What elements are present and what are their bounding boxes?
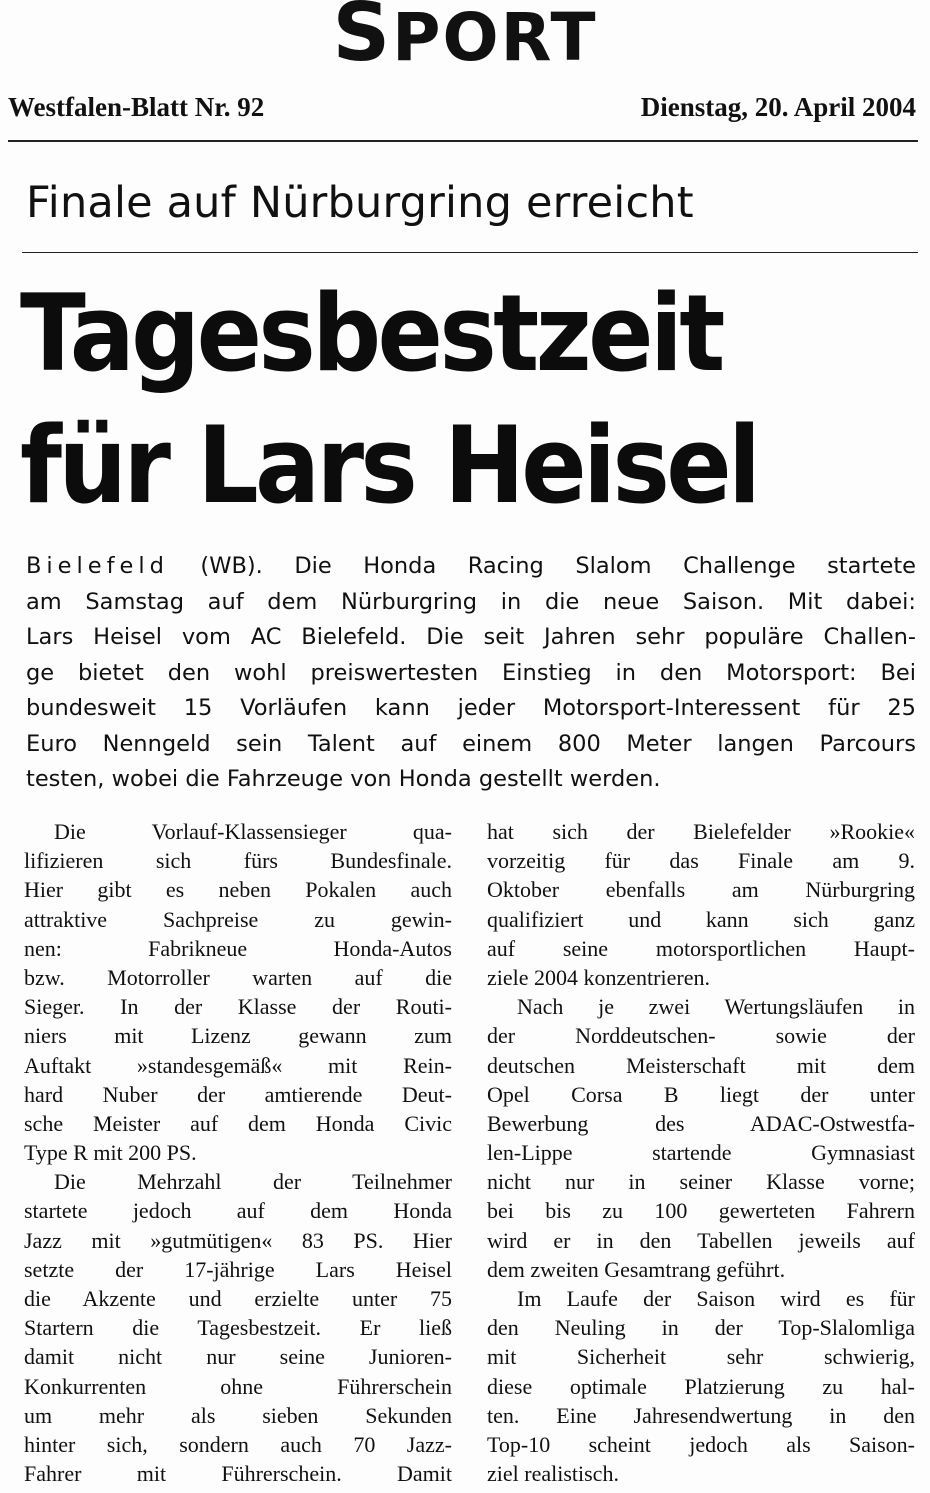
body-line: hinter sich, sondern auch 70 Jazz- <box>24 1431 452 1457</box>
body-line: damit nicht nur seine Junioren- <box>24 1344 452 1370</box>
body-line: deutschen Meisterschaft mit dem <box>487 1052 915 1078</box>
body-line: nicht nur in seiner Klasse vorne; <box>487 1169 915 1195</box>
lead-line: testen, wobei die Fahrzeuge von Honda gestellt werden. <box>26 766 661 792</box>
body-line: Nach je zwei Wertungsläufen in <box>517 994 915 1020</box>
body-column-right <box>487 817 915 1488</box>
section-title-rest: PORT <box>392 0 598 76</box>
body-line: Opel Corsa B liegt der unter <box>487 1081 915 1107</box>
body-line: attraktive Sachpreise zu gewin- <box>24 906 452 932</box>
body-line: dem zweiten Gesamtrang geführt. <box>487 1256 786 1282</box>
body-line: wird er in den Tabellen jeweils auf <box>487 1227 915 1253</box>
lead-line: Euro Nenngeld sein Talent auf einem 800 Meter langen Parcours <box>26 730 916 757</box>
lead-line: am Samstag auf dem Nürburgring in die neue Saison. Mit dabei: <box>26 588 916 615</box>
body-line: auf seine motorsportlichen Haupt- <box>487 935 915 961</box>
body-line: den Neuling in der Top-Slalomliga <box>487 1315 915 1341</box>
headline-line: Tagesbestzeit <box>20 272 722 395</box>
body-line: hard Nuber der amtierende Deut- <box>24 1081 452 1107</box>
body-line: ten. Eine Jahresendwertung in den <box>487 1402 915 1428</box>
lead-line: ge bietet den wohl preiswertesten Einstieg in den Motorsport: Bei <box>26 659 916 686</box>
headline-line: für Lars Heisel <box>20 404 758 527</box>
body-column-left <box>24 817 452 1488</box>
body-line: Oktober ebenfalls am Nürburgring <box>487 877 915 903</box>
body-line: Bewerbung des ADAC-Ostwestfa- <box>487 1110 915 1136</box>
body-line: Sieger. In der Klasse der Routi- <box>24 994 452 1020</box>
publication-name: Westfalen-Blatt Nr. 92 <box>8 92 265 122</box>
body-line: hat sich der Bielefelder »Rookie« <box>487 819 915 844</box>
body-line: Type R mit 200 PS. <box>24 1140 197 1166</box>
body-line: nen: Fabrikneue Honda-Autos <box>24 935 452 961</box>
body-line: der Norddeutschen- sowie der <box>487 1023 915 1049</box>
lead-line: Lars Heisel vom AC Bielefeld. Die seit Jahren sehr populäre Challen- <box>26 624 916 650</box>
body-line: sche Meister auf dem Honda Civic <box>24 1110 452 1136</box>
body-line: Fahrer mit Führerschein. Damit <box>24 1461 452 1487</box>
body-line: bzw. Motorroller warten auf die <box>24 964 452 990</box>
body-line: startete jedoch auf dem Honda <box>24 1198 452 1224</box>
masthead-divider <box>8 140 918 142</box>
dateline: Bielefeld <box>26 553 169 579</box>
body-line: mit Sicherheit sehr schwierig, <box>487 1344 915 1370</box>
body-line: Startern die Tagesbestzeit. Er ließ <box>24 1315 452 1341</box>
body-line: Auftakt »standesgemäß« mit Rein- <box>24 1052 452 1078</box>
body-line: Die Vorlauf-Klassensieger qua- <box>54 819 452 844</box>
body-line: niers mit Lizenz gewann zum <box>24 1023 452 1049</box>
body-line: vorzeitig für das Finale am 9. <box>487 848 915 874</box>
body-line: setzte der 17-jährige Lars Heisel <box>24 1256 452 1282</box>
section-title <box>0 0 930 79</box>
body-line: Hier gibt es neben Pokalen auch <box>24 877 452 903</box>
body-line: bei bis zu 100 gewerteten Fahrern <box>487 1198 915 1224</box>
main-headline <box>20 268 757 532</box>
publication-date: Dienstag, 20. April 2004 <box>640 92 916 122</box>
kicker-headline: Finale auf Nürburgring erreicht <box>26 178 694 228</box>
lead-line: bundesweit 15 Vorläufen kann jeder Motorsport-Interessent für 25 <box>26 695 916 721</box>
body-line: um mehr als sieben Sekunden <box>24 1402 452 1428</box>
body-line: Im Laufe der Saison wird es für <box>517 1286 915 1311</box>
body-line: len-Lippe startende Gymnasiast <box>487 1140 915 1166</box>
body-line: Top-10 scheint jedoch als Saison- <box>487 1431 915 1457</box>
section-title-initial: S <box>332 0 393 79</box>
body-line: Die Mehrzahl der Teilnehmer <box>54 1169 452 1195</box>
body-line: diese optimale Platzierung zu hal- <box>487 1373 915 1399</box>
lead-paragraph <box>26 549 916 798</box>
body-line: ziele 2004 konzentrieren. <box>487 964 710 990</box>
lead-line <box>26 549 916 585</box>
body-line: die Akzente und erzielte unter 75 <box>24 1286 452 1311</box>
body-line: Konkurrenten ohne Führerschein <box>24 1373 452 1399</box>
body-line: qualifiziert und kann sich ganz <box>487 906 915 932</box>
body-line: lifizieren sich fürs Bundesfinale. <box>24 848 452 874</box>
lead-line-rest: (WB). Die Honda Racing Slalom Challenge startete <box>168 553 916 579</box>
kicker-divider <box>22 252 918 253</box>
body-line: Jazz mit »gutmütigen« 83 PS. Hier <box>24 1227 452 1253</box>
body-line: ziel realistisch. <box>487 1461 619 1487</box>
